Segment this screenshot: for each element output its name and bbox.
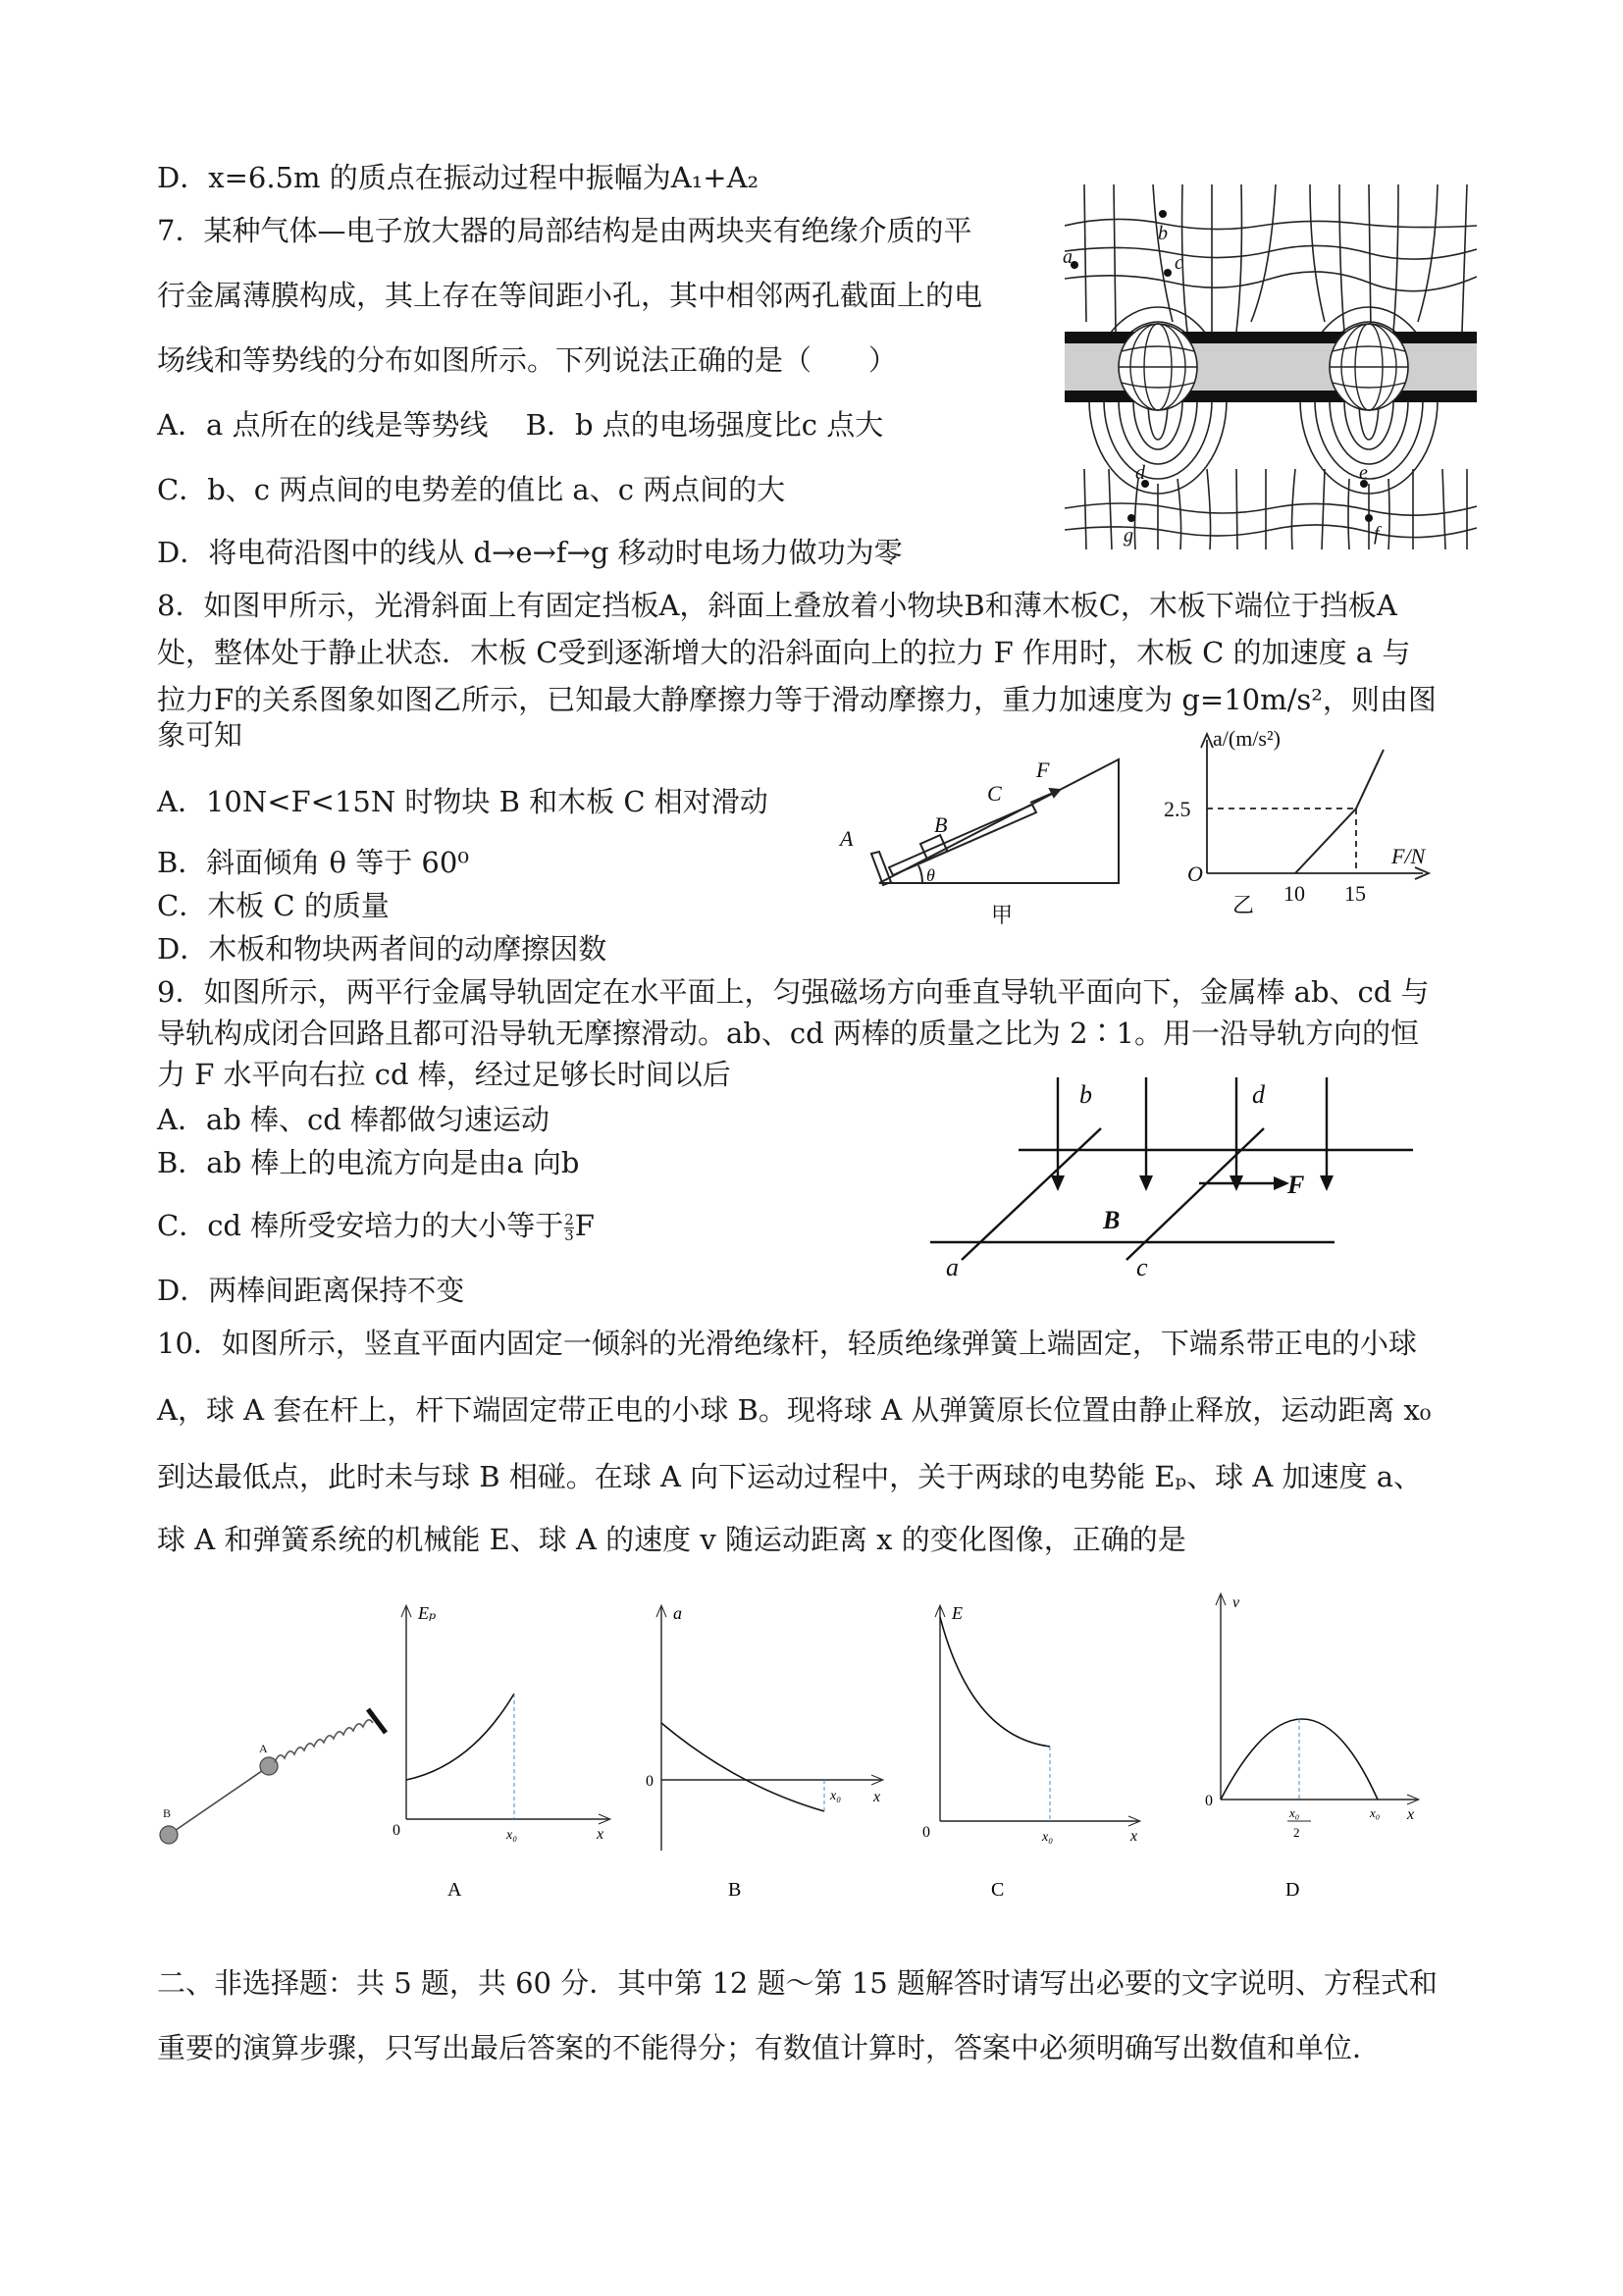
x0-label: x₀ [1370, 1805, 1381, 1820]
label-d: d [1135, 462, 1145, 484]
label-e: e [1359, 462, 1368, 484]
x0-label: x₀ [1042, 1830, 1054, 1845]
origin: 0 [646, 1773, 654, 1790]
equipotential-line [1065, 272, 1477, 291]
fraction-denominator: 3 [564, 1226, 574, 1244]
q8-option-c: C．木板 C 的质量 [157, 889, 390, 922]
label-a: a [946, 1253, 959, 1281]
q8-stem-line3: 拉力F的关系图象如图乙所示，已知最大静摩擦力等于滑动摩擦力，重力加速度为 g=10m/s²，则由图 [157, 683, 1437, 716]
q7-stem-line2: 行金属薄膜构成，其上存在等间距小孔，其中相邻两孔截面上的电 [157, 279, 983, 312]
label-A: A [259, 1742, 268, 1755]
x-label: x [1130, 1828, 1138, 1845]
q10-figure [147, 1590, 1452, 1913]
q8-option-a: A．10N<F<15N 时物块 B 和木板 C 相对滑动 [157, 785, 768, 818]
graph-A [393, 1603, 610, 1901]
tick-2-5: 2.5 [1164, 797, 1191, 821]
v-curve [1221, 1719, 1378, 1800]
q9-option-d: D．两棒间距离保持不变 [157, 1274, 465, 1307]
caption-jia: 甲 [991, 903, 1014, 927]
graph-D [1205, 1593, 1419, 1901]
q9-rails-diagram [922, 1068, 1433, 1283]
caption-yi: 乙 [1232, 893, 1255, 917]
ball-B [160, 1826, 178, 1844]
label-c: c [1175, 252, 1183, 274]
label-f: f [1374, 523, 1380, 545]
q7-option-d: D．将电荷沿图中的线从 d→e→f→g 移动时电场力做功为零 [157, 536, 903, 569]
label-theta: θ [926, 865, 935, 885]
q9-stem-line1: 9．如图所示，两平行金属导轨固定在水平面上，匀强磁场方向垂直导轨平面向下，金属棒 ab、cd 与 [157, 975, 1430, 1009]
label-b: b [1158, 223, 1168, 244]
q7-stem-line3: 场线和等势线的分布如图所示。下列说法正确的是（ ） [157, 343, 898, 377]
ylabel: Eₚ [418, 1603, 437, 1623]
Ep-curve [406, 1694, 514, 1780]
equipotential-line [1065, 245, 1477, 259]
half-denominator: 2 [1293, 1825, 1300, 1840]
x-label: F/N [1391, 844, 1426, 868]
label-F: F [1036, 757, 1050, 782]
q6-option-d: D．x=6.5m 的质点在振动过程中振幅为A₁+A₂ [157, 161, 759, 194]
q7-options-ab: A．a 点所在的线是等势线 B．b 点的电场强度比c 点大 [157, 408, 884, 442]
x0-label: x₀ [506, 1828, 518, 1843]
q8-aF-graph [1158, 726, 1442, 922]
theta-arc [918, 865, 922, 883]
tick-15: 15 [1344, 881, 1366, 906]
q10-stem-line2: A，球 A 套在杆上，杆下端固定带正电的小球 B。现将球 A 从弹簧原长位置由静止释放，运动距离 x₀ [157, 1393, 1432, 1427]
q10-stem-line3: 到达最低点，此时未与球 B 相碰。在球 A 向下运动过程中，关于两球的电势能 Eₚ、球 A 加速度 a、 [157, 1460, 1423, 1493]
origin: 0 [1205, 1793, 1213, 1809]
q7-field-diagram [1065, 184, 1477, 549]
spring [275, 1720, 373, 1762]
label-d: d [1252, 1080, 1265, 1109]
point-b [1159, 210, 1167, 218]
section2-line2: 重要的演算步骤，只写出最后答案的不能得分；有数值计算时，答案中必须明确写出数值和单位． [157, 2031, 1382, 2064]
label-c: c [1136, 1253, 1148, 1281]
point-f [1365, 514, 1373, 522]
label-b: b [1079, 1080, 1092, 1109]
graph-B [646, 1603, 883, 1901]
label-a: a [1063, 246, 1073, 268]
q10-stem-line4: 球 A 和弹簧系统的机械能 E、球 A 的速度 v 随运动距离 x 的变化图像，正确的是 [157, 1523, 1186, 1556]
ylabel: a [673, 1603, 682, 1623]
label-B: B [934, 812, 948, 837]
ylabel: v [1232, 1594, 1240, 1611]
x-label: x [873, 1789, 881, 1805]
q10-stem-line1: 10．如图所示，竖直平面内固定一倾斜的光滑绝缘杆，轻质绝缘弹簧上端固定，下端系带正电的小球 [157, 1327, 1417, 1360]
caption-B: B [728, 1879, 742, 1901]
label-B: B [163, 1806, 172, 1820]
q8-stem-line4: 象可知 [157, 718, 243, 752]
stop-plate-A [871, 852, 891, 885]
caption-D: D [1285, 1879, 1300, 1901]
rod-ab [962, 1128, 1101, 1260]
q8-stem-line2: 处，整体处于静止状态．木板 C受到逐渐增大的沿斜面向上的拉力 F 作用时，木板 C 的加速度 a 与 [157, 636, 1411, 669]
a-curve [661, 1723, 824, 1811]
q8-option-d: D．木板和物块两者间的动摩擦因数 [157, 932, 607, 965]
section2-line1: 二、非选择题：共 5 题，共 60 分．其中第 12 题～第 15 题解答时请写出必要的文字说明、方程式和 [157, 1966, 1438, 2000]
origin-label: O [1187, 861, 1203, 886]
apparatus [160, 1709, 386, 1844]
ylabel: E [952, 1603, 963, 1623]
label-B: B [1103, 1206, 1121, 1234]
half-numerator: x₀ [1289, 1805, 1300, 1820]
q7-stem-line1: 7．某种气体—电子放大器的局部结构是由两块夹有绝缘介质的平 [157, 214, 972, 247]
q8-stem-line1: 8．如图甲所示，光滑斜面上有固定挡板A，斜面上叠放着小物块B和薄木板C，木板下端位于挡板A [157, 589, 1397, 622]
q7-option-c: C．b、c 两点间的电势差的值比 a、c 两点间的大 [157, 473, 786, 506]
E-curve [940, 1617, 1050, 1747]
graph-line [1295, 750, 1384, 873]
x0-label: x₀ [830, 1789, 842, 1803]
fraction-numerator: 2 [564, 1210, 574, 1228]
label-A: A [840, 826, 854, 851]
rod [169, 1766, 269, 1835]
point-g [1127, 514, 1135, 522]
q9-stem-line3: 力 F 水平向右拉 cd 棒，经过足够长时间以后 [157, 1058, 731, 1091]
y-label: a/(m/s²) [1213, 726, 1281, 751]
label-C: C [987, 781, 1002, 806]
fraction [564, 1210, 574, 1244]
q9-option-c [157, 1209, 595, 1243]
origin: 0 [393, 1822, 400, 1839]
q9-option-b: B．ab 棒上的电流方向是由a 向b [157, 1146, 580, 1179]
label-F: F [1287, 1171, 1305, 1199]
q9-stem-line2: 导轨构成闭合回路且都可沿导轨无摩擦滑动。ab、cd 两棒的质量之比为 2∶1。用一沿导轨方向的恒 [157, 1017, 1419, 1050]
q9-option-c-force: F [574, 1209, 595, 1242]
q8-incline-diagram [832, 746, 1136, 932]
label-g: g [1124, 525, 1133, 547]
q9-option-a: A．ab 棒、cd 棒都做匀速运动 [157, 1103, 550, 1136]
caption-A: A [447, 1879, 462, 1901]
q9-option-c-text: C．cd 棒所受安培力的大小等于 [157, 1209, 564, 1242]
equipotential-line [1065, 219, 1477, 229]
origin: 0 [922, 1824, 930, 1841]
x-label: x [597, 1826, 604, 1843]
tick-10: 10 [1283, 881, 1305, 906]
caption-C: C [991, 1879, 1005, 1901]
q8-option-b: B．斜面倾角 θ 等于 60⁰ [157, 846, 469, 879]
graph-C [922, 1603, 1140, 1901]
point-c [1164, 269, 1172, 277]
x-label: x [1407, 1806, 1415, 1823]
